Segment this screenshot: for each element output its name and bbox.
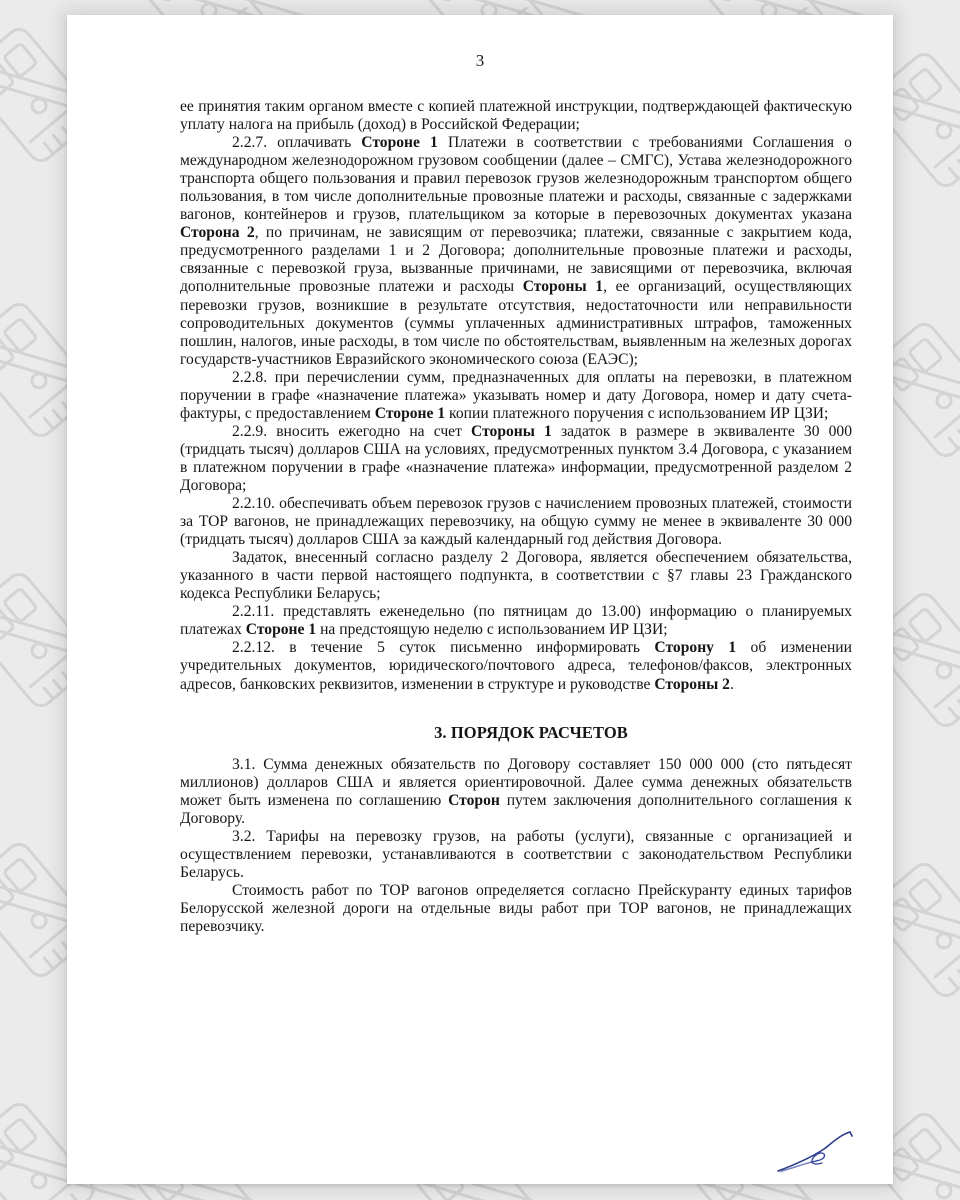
paragraph-text: 2.2.7. оплачивать [232, 134, 362, 152]
paragraph-cont [180, 98, 852, 134]
handwritten-signature-icon [772, 1127, 862, 1177]
paragraph-2-2-8 [180, 369, 852, 423]
party-reference: Сторону 1 [654, 639, 737, 657]
party-reference: Сторона 2 [180, 224, 255, 242]
paragraph-text: , по причинам, не зависящим от перевозчика; платежи, связанные с закрытием кода, предусмотренного разделами 1 и 2 Договора; дополнительные провозные платежи и расходы, связанные с перевозкой груза, вызванные причинами, не зависящими от перевозчика, включая дополнительные провозные платежи и расходы [180, 224, 852, 296]
paragraph-text: Стоимость работ по ТОР вагонов определяется согласно Прейскуранту единых тарифов Белорусской железной дороги на отдельные виды работ при ТОР вагонов, не принадлежащих перевозчику. [180, 881, 852, 936]
document-body [180, 98, 852, 936]
party-reference: Стороне 1 [361, 134, 438, 152]
paragraph-text: ее принятия таким органом вместе с копией платежной инструкции, подтверждающей фактическую уплату налога на прибыль (доход) в Российской Федерации; [180, 98, 852, 134]
paragraph-text: 2.2.10. обеспечивать объем перевозок грузов с начислением провозных платежей, стоимости за ТОР вагонов, не принадлежащих перевозчику, на общую сумму не менее в эквиваленте 30 000 (тридцать тысяч) долларов США за каждый календарный год действия Договора. [180, 495, 852, 549]
section-heading: 3. ПОРЯДОК РАСЧЕТОВ [434, 722, 628, 742]
paragraph-text: , ее организаций, осуществляющих перевозки грузов, возникшие в результате отсутствия, недостаточности или неправильности сопроводительных документов (суммы уплаченных административных штрафов, таможенных пошлин, налогов, иные расходы, в том числе по обстоятельствам, выявленным на железных дорогах государств-участников Евразийского экономического союза (ЕАЭС); [180, 278, 852, 368]
paragraph-text: 3.1. Сумма денежных обязательств по Договору составляет 150 000 000 (сто пятьдесят миллионов) долларов США и является ориентировочной. Далее сумма денежных обязательств может быть изменена по соглашению [180, 755, 852, 809]
document-page [67, 15, 893, 1184]
paragraph-text: путем заключения дополнительного соглашения к Договору. [180, 791, 852, 827]
party-reference: Стороны 2 [654, 675, 730, 693]
paragraph-text: . [729, 675, 734, 693]
obligations-paragraphs [180, 98, 852, 694]
paragraph-text: 2.2.8. при перечислении сумм, предназначенных для оплаты на перевозки, в платежном поручении в графе «назначение платежа» указывать номер и дату Договора, номер и дату счета-фактуры, с предоставлением [180, 368, 852, 422]
paragraph-text: 2.2.11. представлять еженедельно (по пятницам до 13.00) информацию о планируемых платежах [180, 603, 852, 639]
paragraph-2-2-11 [180, 603, 852, 639]
paragraph-text: на предстоящую неделю с использованием ИР ЦЗИ; [316, 621, 668, 639]
paragraph-2-2-12 [180, 639, 852, 693]
paragraph-2-2-10-deposit [180, 549, 852, 603]
paragraph-2-2-10 [180, 495, 852, 549]
paragraph-2-2-9 [180, 423, 852, 495]
paragraph-text: Платежи в соответствии с требованиями Соглашения о международном железнодорожном грузовом сообщении (далее – СМГС), Устава железнодорожного транспорта общего пользования и правил перевозок грузов железнодорожным транспортом общего пользования, в том числе дополнительные провозные платежи и расходы, связанные с задержками вагонов, контейнеров и грузов, плательщиком за которые в перевозочных документах указана [180, 134, 852, 224]
paragraph-3-2 [180, 828, 852, 882]
paragraph-text: задаток в размере в эквиваленте 30 000 (тридцать тысяч) долларов США на условиях, предусмотренных пунктом 3.4 Договора, с указанием в платежном поручении в графе «назначение платежа» информации, предусмотренной разделом 2 Договора; [180, 422, 852, 494]
paragraph-text: копии платежного поручения с использованием ИР ЦЗИ; [445, 404, 829, 422]
paragraph-3-1 [180, 756, 852, 828]
paragraph-2-2-7 [180, 134, 852, 369]
paragraph-text: об изменении учредительных документов, юридического/почтового адреса, телефонов/факсов, электронных адресов, банковских реквизитов, изменении в структуре и руководстве [180, 639, 853, 693]
paragraph-text: 2.2.12. в течение 5 суток письменно информировать [232, 639, 655, 657]
party-reference: Стороне 1 [245, 621, 317, 639]
party-reference: Стороне 1 [374, 404, 446, 422]
page-number: 3 [475, 51, 485, 70]
party-reference: Стороны 1 [471, 422, 552, 440]
paragraph-text: 2.2.9. вносить ежегодно на счет [232, 422, 472, 440]
paragraph-3-2-tor [180, 882, 852, 936]
paragraph-text: Задаток, внесенный согласно разделу 2 Договора, является обеспечением обязательства, указанного в части первой настоящего подпункта, в соответствии с §7 главы 23 Гражданского кодекса Республики Беларусь; [180, 549, 852, 603]
section-3-paragraphs [180, 756, 852, 936]
paragraph-text: 3.2. Тарифы на перевозку грузов, на работы (услуги), связанные с организацией и осуществлением перевозки, устанавливаются в соответствии с законодательством Республики Беларусь. [180, 827, 852, 881]
party-reference: Сторон [448, 791, 500, 809]
party-reference: Стороны 1 [522, 278, 604, 296]
